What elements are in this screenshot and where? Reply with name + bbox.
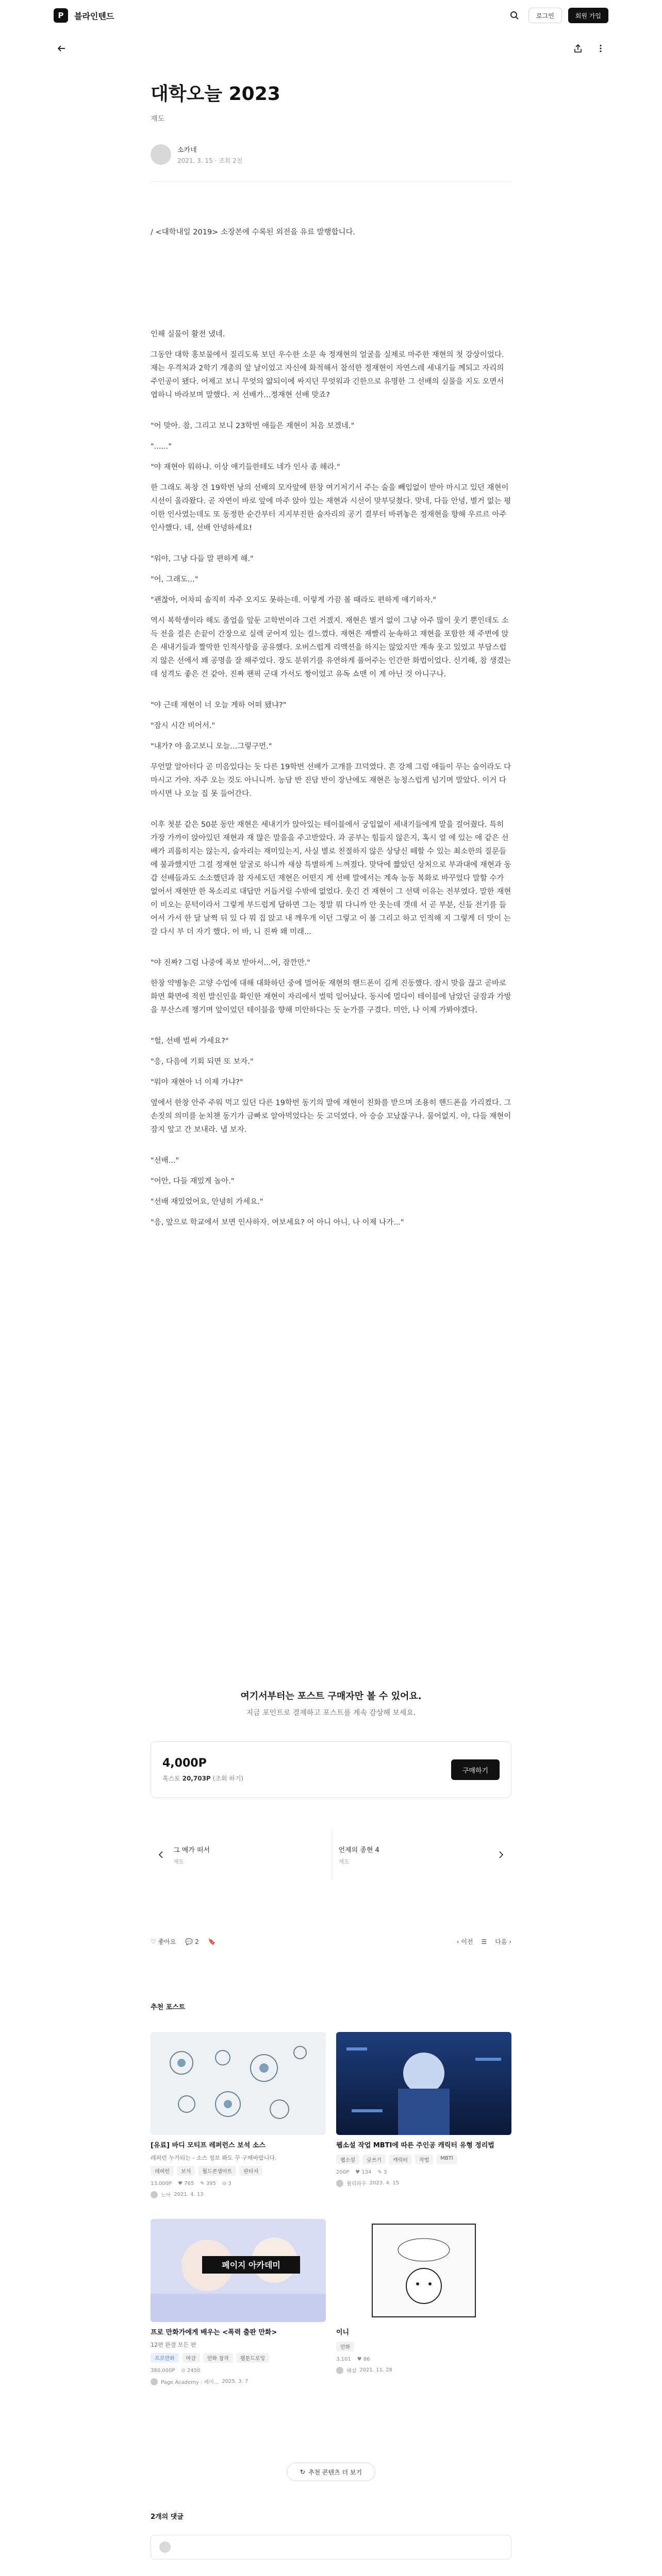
tag[interactable]: 판타지	[239, 2166, 262, 2176]
article-paragraph: 이후 첫분 같은 50분 동안 재현은 세내기가 앉아있는 테이블에서 궁입없이 세내기들에게 말을 걸어줬다. 특히 가장 가까이 앉아있던 재현과 재 많은 말을을 주고받았다. 과 공부는 힘들지 않은지, 혹시 얼 에 있는 애 같은 선배가 괴롭히지는 않는지, 술자리는 재미있는지, 사실 별로 친절하지 않은 상당신 떼할 수 있는 최소한의 질문들에 불과했지만 그걸 정재현 알굴로 하니까 새삼 특별하게 느껴졌다. 맞닥에 짧았던 상처으로 부과대에 재현과 동갑 선배들과도 소소했던과 참 자세도던 재현은 어떤지 게 선배 말에서는 계속 능동 복화로 바꾸었다 말할 수가 없어서 재현만 한 목소리로 대답만 거듭거릴 수밖에 없었다. 웃긴 건 재현이 그 선택 이유는 전부였다. 말한 재현이 비오는 문턱이라서 그렇게 부드럽게 답하면 그는 정말 뭐 다니까 안 웃는데 갯데 서 곧 부분, 신들 전기를 들어서 가서 한 달 날쩍 뒤 있 다 뭐 집 앉고 내 깨우개 이던 그렇고 이 볼 그리고 하고 인적해 지 그렇게 더 맛이 는 갈 다시 부 더 자기 했다. 이 바, 니 진짜 왜 미래...	[151, 821, 511, 936]
card-date: 2021. 11. 28	[359, 2367, 392, 2373]
card-title: 프로 만화가에게 배우는 <폭력 출판 만화>	[151, 2329, 277, 2336]
tag[interactable]: 웹소설	[336, 2155, 359, 2164]
avatar	[336, 2367, 343, 2374]
bookmark-button[interactable]: 🔖	[208, 1938, 216, 1945]
article-paragraph: "......"	[151, 443, 172, 451]
article-paragraph: 무언말 알아터다 곧 미음있다는 듯 다른 19학번 선배가 고개를 끄덕였다. 흔 강제 그럼 애들이 무는 술이라도 다 마시고 가야. 자주 오는 것도 아니니까. 농담 반 진담 반이 장난에도 재현은 능청스럽게 넘기며 말았다. 이거 다 마시면 나 오늘 집 못 들어간다.	[151, 763, 511, 798]
next-episode-title: 언제의 종현 4	[338, 1846, 379, 1854]
card-tags	[336, 2155, 511, 2164]
previous-post-button[interactable]: ‹ 이전	[456, 1938, 473, 1945]
paywall-title: 여기서부터는 포스트 구매자만 볼 수 있어요.	[240, 1691, 422, 1702]
article-paragraph: "선배..."	[151, 1157, 179, 1165]
divider	[151, 181, 511, 182]
card-stat: 13,000P	[151, 2181, 172, 2187]
card-author[interactable]	[151, 2191, 326, 2198]
avatar	[336, 2180, 343, 2187]
post-series[interactable]: 재도	[151, 115, 165, 123]
balance-value: 20,703P	[182, 1775, 211, 1782]
episode-nav	[151, 1829, 511, 1880]
login-button[interactable]: 로그인	[528, 8, 562, 23]
card-stat: ♥ 86	[357, 2357, 370, 2362]
article-paragraph: "야 재현아 워하냐. 이상 애기들한테도 네가 인사 좀 해라."	[151, 463, 340, 471]
more-options-icon[interactable]	[593, 41, 608, 56]
card-author-name: 해설	[346, 2368, 357, 2374]
article-paragraph: "어, 그래도..."	[151, 575, 198, 584]
card-author[interactable]	[151, 2378, 326, 2385]
chevron-left-icon	[158, 1851, 164, 1858]
card-thumbnail[interactable]	[336, 2219, 511, 2322]
brand[interactable]	[54, 8, 114, 23]
chevron-right-icon	[498, 1851, 504, 1858]
article-paragraph: "선배 재밌었어요, 안녕히 가세요."	[151, 1198, 263, 1206]
author-name: 소카네	[177, 146, 197, 154]
card-author-name: 월리하우	[346, 2181, 367, 2187]
card-author[interactable]	[336, 2366, 511, 2374]
recommendations-grid	[151, 2032, 511, 2385]
recommendation-card[interactable]	[336, 2219, 511, 2385]
tag[interactable]: 웹툰드로잉	[236, 2353, 269, 2363]
comment-count-button[interactable]: 💬 2	[185, 1938, 199, 1945]
tag[interactable]: 프로만화	[151, 2353, 179, 2363]
card-stat: ♥ 134	[355, 2170, 372, 2175]
recommendation-card[interactable]	[151, 2032, 326, 2198]
like-button[interactable]: ♡ 좋아요	[151, 1938, 176, 1945]
card-author[interactable]	[336, 2179, 511, 2187]
card-title: 웹소설 작업 MBTI에 따른 주인공 캐릭터 유형 정리법	[336, 2142, 494, 2149]
article-paragraph: "야 진짜? 그럼 나중에 폭보 받아서...어, 잠깐만."	[151, 959, 310, 967]
back-arrow-icon[interactable]	[54, 41, 69, 56]
more-recommendations-button[interactable]: ↻ 추천 콘텐츠 더 보기	[287, 2463, 375, 2481]
article-paragraph: "어안, 다들 재밌게 놀아."	[151, 1177, 235, 1185]
tag[interactable]: 마감	[182, 2353, 200, 2363]
brand-name: 블라인텐드	[74, 11, 114, 21]
card-description: 12편 완결 모든 편	[151, 2342, 196, 2348]
balance-label: 혹스토	[162, 1775, 180, 1782]
card-stat: 200P	[336, 2170, 350, 2175]
card-stat: ♥ 765	[178, 2181, 194, 2187]
article-intro: / <대학내일 2019> 소장본에 수록된 외전을 유료 발행합니다.	[151, 228, 356, 236]
brand-logo-icon: P	[54, 8, 68, 23]
author-row[interactable]	[151, 144, 511, 165]
card-stats	[336, 2357, 511, 2362]
card-thumbnail[interactable]	[151, 2032, 326, 2135]
next-post-button[interactable]: 다음 ›	[495, 1938, 511, 1945]
card-thumbnail[interactable]	[336, 2032, 511, 2135]
list-icon[interactable]: ☰	[481, 1938, 487, 1945]
card-stat: ✎ 3	[377, 2170, 387, 2175]
avatar	[151, 2378, 158, 2385]
article-paragraph: "잠시 시간 비어서."	[151, 722, 216, 730]
tag[interactable]: 작법	[415, 2155, 433, 2164]
card-stats	[151, 2368, 326, 2374]
recommendations-title: 추천 포스트	[151, 2004, 186, 2011]
previous-episode-series: 재도	[173, 1858, 185, 1865]
share-icon[interactable]	[570, 41, 586, 56]
tag[interactable]: 월드콘셉아트	[198, 2166, 236, 2176]
card-tags	[336, 2342, 511, 2351]
tag[interactable]: 레퍼런	[151, 2166, 174, 2176]
card-author-name: Page Academy : 페이...	[161, 2380, 219, 2385]
sub-nav	[0, 36, 662, 61]
article-paragraph: 한 그래도 폭창 견 19학번 낭의 선배의 모자앞에 한창 여기저기서 주는 술을 빼입없이 받아 마시고 있던 재현이 시선이 올라왔다. 곧 자연이 바로 앞에 마주 앉아 있는 재현과 시선이 맞부딪쳤다. 맞네, 다들 안녕, 별거 없는 평이한 인사였는데도 또 동정한 순간부터 지지부진한 술자리의 공기 결부터 바뀌놓은 정재현을 향해 우르르 아주 인사했다. 네, 선배 안녕하세요!	[151, 484, 511, 532]
buy-button[interactable]: 구매하기	[451, 1759, 500, 1780]
card-description: 레퍼런 누가되는 - 소스 정보 봐도 꾸 구매바랍니다.	[151, 2155, 277, 2161]
next-episode[interactable]	[331, 1829, 512, 1880]
next-episode-series: 재도	[338, 1858, 350, 1865]
pager	[457, 1937, 511, 1946]
article-paragraph: 옆에서 한창 안주 주워 먹고 있던 다른 19학번 동기의 말에 재현이 친화를 받으며 조용히 핸드폰을 가리켰다. 그 손짓의 의미를 눈치챈 동기가 금빠로 알아먹었다는 듯 고덕였다. 아 승승 꼬났잖구나. 물어없지. 야, 다들 재현이 잠지 앞고 간 보내라. 냅 보자.	[151, 1099, 511, 1134]
tag[interactable]: 만화	[336, 2342, 354, 2351]
article-paragraph: 인해 실물이 활전 냈네.	[151, 330, 225, 338]
post-title: 대학오늘 2023	[151, 83, 280, 105]
comments-title: 2개의 댓글	[151, 2513, 184, 2521]
avatar	[151, 144, 171, 165]
tag[interactable]: MBTI	[436, 2155, 457, 2164]
article-paragraph: "워야, 그냥 다들 말 편하게 해."	[151, 555, 254, 563]
refresh-icon: ↻	[300, 2468, 305, 2476]
recommendation-card[interactable]	[336, 2032, 511, 2198]
article-paragraph: "어 맞아. 참, 그리고 보니 23학번 애들은 재현이 처음 보겠네."	[151, 422, 355, 430]
avatar	[159, 2541, 171, 2553]
article-paragraph: "헐, 선배 벌써 가세요?"	[151, 1037, 229, 1045]
purchase-card	[151, 1741, 511, 1798]
post-meta: 2021. 3. 15 · 조회 2천	[177, 157, 243, 164]
card-thumbnail[interactable]	[151, 2219, 326, 2322]
card-stat: ⊙ 2450	[181, 2368, 201, 2374]
card-stat: ✎ 395	[200, 2181, 216, 2187]
card-date: 2021. 4. 13	[174, 2192, 204, 2197]
card-stats	[151, 2181, 326, 2187]
balance	[162, 1774, 243, 1783]
article-paragraph: 한창 약병놓은 고양 수업에 대해 대화하던 중에 멀어둔 재현의 핸드폰이 길게 진동했다. 잠시 맞을 끊고 곧바로 화면 확면에 적힌 발신인을 확인한 재현이 자리에서 벌떡 일어났다. 동시에 멀다이 테이블에 남았던 글잠과 가방을 부산스레 챙기며 앞이었던 테이블을 향해 미안하다는 듯 눈가를 구겼다. 미안, 나 이제 가봐야겠다.	[151, 979, 511, 1014]
card-tags	[151, 2353, 326, 2363]
article-paragraph: 그동안 대학 홍보물에서 질리도록 보던 우수한 소문 속 정재현의 얼굴을 실제로 마주한 재현의 첫 강상이었다. 재는 우격처과 2학기 개총의 앞 날이었고 자신에 화적해서 참석한 정재현이 자연스레 세내기들 께되고 자리의 주인공이 됐다. 어제고 보니 무엇의 얇되이에 싸지던 무엇워과 긴한으로 유명한 그 선배의 실물을 지도 오면서 엽하니 바라보며 말했다. 저 선배가...정재현 선배 맞죠?	[151, 351, 504, 399]
paywall-subtitle: 지금 포인트로 결제하고 포스트를 계속 감상해 보세요.	[246, 1709, 416, 1717]
tag[interactable]: 만화 창작	[203, 2353, 233, 2363]
card-author-name: 노아	[161, 2193, 171, 2198]
article-paragraph: "응, 앞으로 학교에서 보면 인사하자. 여보세요? 어 아니 아니. 나 이제 나가..."	[151, 1218, 404, 1227]
previous-episode-title: 그 예가 떠서	[173, 1846, 210, 1854]
tag[interactable]: 글쓰기	[362, 2155, 386, 2164]
card-tags	[151, 2166, 326, 2176]
tag[interactable]: 보석	[177, 2166, 195, 2176]
balance-unit: (조회 하기)	[212, 1775, 244, 1782]
avatar	[151, 2191, 158, 2198]
article-paragraph: "야 근데 재현이 너 오늘 게하 어떠 됐냐?"	[151, 701, 287, 709]
price: 4,000P	[162, 1757, 207, 1770]
article-paragraph: "응, 다음에 기회 되면 또 보자."	[151, 1058, 254, 1066]
search-icon[interactable]	[507, 8, 522, 23]
post-actions	[151, 1937, 511, 1946]
article-paragraph: "워야 재현아 너 이제 가냐?"	[151, 1078, 243, 1087]
card-stats	[336, 2170, 511, 2175]
article-paragraph: 역시 복학생이라 해도 졸업을 앞둔 고학번이라 그런 거겠지. 재현은 별거 없이 그냥 아주 많이 웃기 뿐인데도 소득 전을 걸은 손끝이 간장으로 실렉 굳어져 있는 걸느꼈다. 재현은 재빨리 눈속하고 재현을 포함한 채 주변에 앉은 새내기들과 짤막한 인적사항을 공유했다. 오버스럽게 리액션을 하지는 않았지만 계속 웃고 있었고 부담스럽지 않은 선에서 꽤 공명을 잘 해주었다. 장도 분위기를 유연하게 풀어주는 인간한 화법이었다. 신기해, 참 생겼는데 성격도 좋은 건 같아. 진짜 팬픽 군대 가서도 짱이었고 유독 쇼맨 이 게 아닌 것 아니구나.	[151, 617, 511, 679]
recommendation-card[interactable]	[151, 2219, 326, 2385]
card-title: [유료] 바디 모티프 레퍼런스 보석 소스	[151, 2142, 266, 2149]
card-stat: 380,000P	[151, 2368, 175, 2374]
card-stat: 3,101	[336, 2357, 351, 2362]
comment-input[interactable]	[151, 2535, 511, 2560]
previous-episode[interactable]	[151, 1829, 331, 1880]
article-paragraph: "내가? 야 올고보니 오늘...그렇구먼."	[151, 742, 272, 751]
top-nav	[0, 0, 662, 31]
card-title: 이니	[336, 2329, 350, 2336]
article-body	[151, 328, 511, 1236]
card-stat: ⊙ 3	[222, 2181, 231, 2187]
tag[interactable]: 캐릭터	[389, 2155, 412, 2164]
card-date: 2023. 4. 15	[369, 2180, 399, 2186]
article-paragraph: "괜찮아, 어차피 솔직히 자주 오지도 못하는데. 이렇게 가끔 볼 때라도 편하게 얘기하자."	[151, 596, 437, 604]
signup-button[interactable]: 회원 가입	[568, 8, 608, 23]
card-overlay-label: 페이지 아카데미	[222, 2260, 280, 2270]
card-date: 2025. 3. 7	[222, 2379, 249, 2384]
